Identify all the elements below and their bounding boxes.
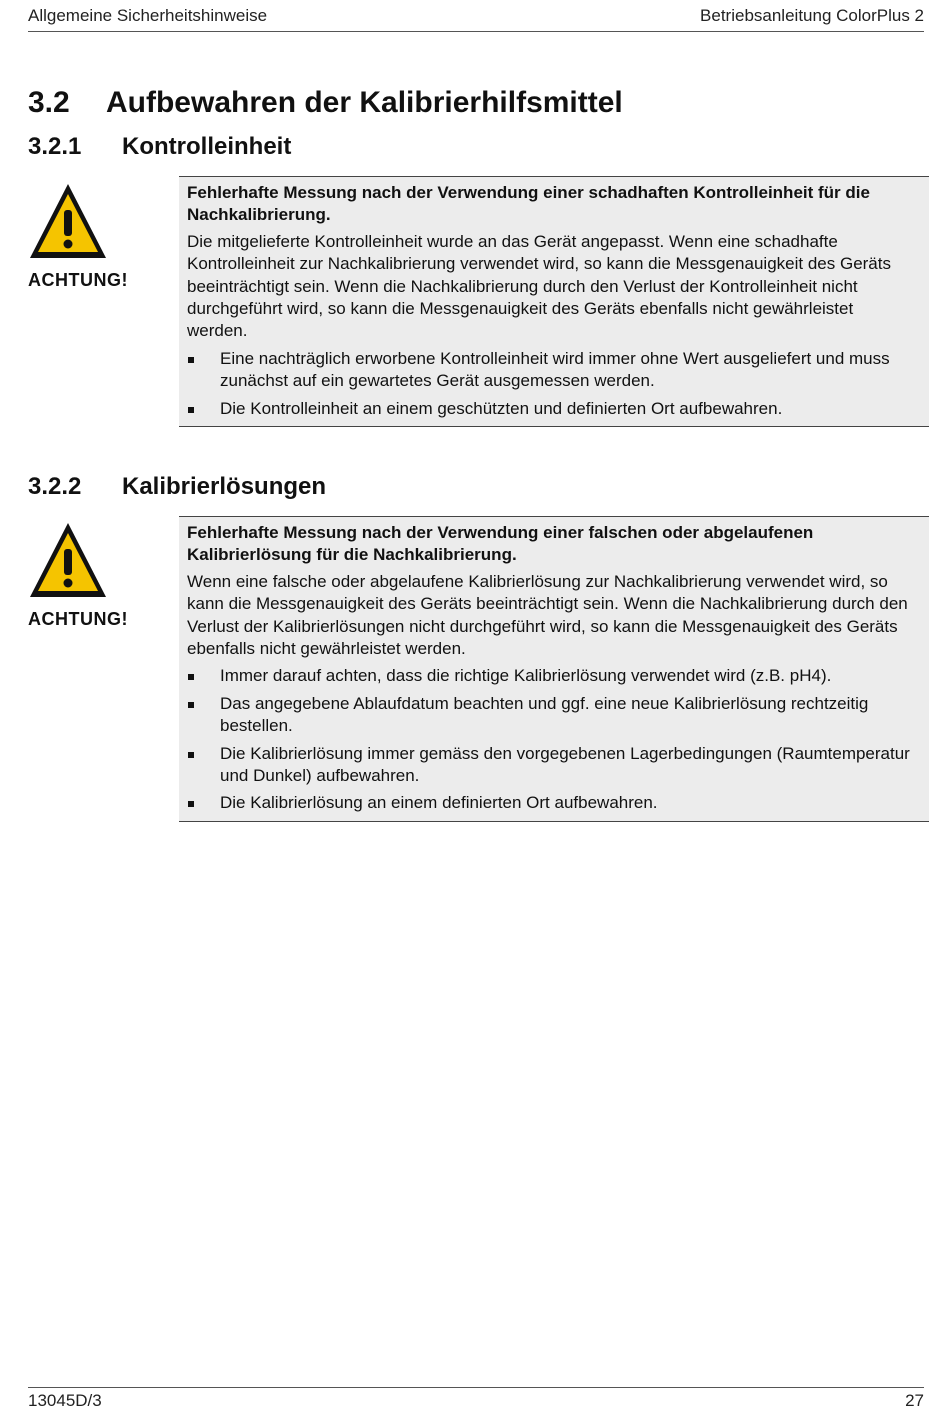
warning-triangle-icon <box>28 520 108 600</box>
section-heading <box>28 86 623 120</box>
header-document-title: Betriebsanleitung ColorPlus 2 <box>700 6 924 25</box>
bullet-icon <box>188 801 194 807</box>
list-item-text: Die Kalibrierlösung immer gemäss den vorgegebenen Lagerbedingungen (Raumtemperatur und Dunkel) aufbewahren. <box>220 743 910 786</box>
list-item-text: Immer darauf achten, dass die richtige Kalibrierlösung verwendet wird (z.B. pH4). <box>220 666 832 686</box>
list-item <box>187 693 915 738</box>
warning-label: ACHTUNG! <box>28 270 128 290</box>
bullet-icon <box>188 674 194 680</box>
footer-document-id: 13045D/3 <box>28 1391 102 1410</box>
warning-list <box>187 348 915 420</box>
subsection-number: 3.2.2 <box>28 473 82 500</box>
subsection-number: 3.2.1 <box>28 133 82 160</box>
bullet-icon <box>188 407 194 413</box>
page-header <box>28 6 924 32</box>
bullet-icon <box>188 752 194 758</box>
warning-list <box>187 665 915 814</box>
warning-title: Fehlerhafte Messung nach der Verwendung einer schadhaften Kontrolleinheit für die Nachkalibrierung. <box>187 183 870 225</box>
list-item-text: Eine nachträglich erworbene Kontrolleinheit wird immer ohne Wert ausgeliefert und muss zunächst auf ein gewartetes Gerät ausgemessen werden. <box>220 348 890 391</box>
subsection-heading-kalibrierloesungen <box>28 473 326 501</box>
warning-box-kontrolleinheit <box>179 176 929 427</box>
list-item <box>187 398 915 420</box>
section-title: Aufbewahren der Kalibrierhilfsmittel <box>106 86 623 119</box>
bullet-icon <box>188 357 194 363</box>
subsection-title: Kontrolleinheit <box>122 133 292 160</box>
section-number: 3.2 <box>28 86 70 119</box>
warning-triangle-icon <box>28 181 108 261</box>
page-footer <box>28 1387 924 1411</box>
header-chapter: Allgemeine Sicherheitshinweise <box>28 6 268 25</box>
list-item <box>187 792 915 814</box>
list-item <box>187 348 915 393</box>
warning-body: Wenn eine falsche oder abgelaufene Kalibrierlösung zur Nachkalibrierung verwendet wird, so kann die Messgenauigkeit des Geräts beeinträchtigt sein. Wenn die Nachkalibrierung durch den Verlust der Kalibrierlösungen nicht durchgeführt wird, so kann die Messgenauigkeit des Geräts ebenfalls nicht gewährleistet werden. <box>187 571 908 659</box>
subsection-title: Kalibrierlösungen <box>122 473 327 500</box>
list-item-text: Die Kontrolleinheit an einem geschützten und definierten Ort aufbewahren. <box>220 398 783 418</box>
warning-label: ACHTUNG! <box>28 609 128 629</box>
warning-box-kalibrierloesungen <box>179 516 929 822</box>
list-item-text: Das angegebene Ablaufdatum beachten und ggf. eine neue Kalibrierlösung rechtzeitig bestellen. <box>220 693 869 736</box>
footer-page-number: 27 <box>905 1391 924 1410</box>
subsection-heading-kontrolleinheit <box>28 133 291 161</box>
warning-title: Fehlerhafte Messung nach der Verwendung einer falschen oder abgelaufenen Kalibrierlösung für die Nachkalibrierung. <box>187 523 814 565</box>
list-item <box>187 665 915 687</box>
list-item-text: Die Kalibrierlösung an einem definierten Ort aufbewahren. <box>220 793 658 813</box>
bullet-icon <box>188 702 194 708</box>
list-item <box>187 743 915 788</box>
warning-body: Die mitgelieferte Kontrolleinheit wurde an das Gerät angepasst. Wenn eine schadhafte Kontrolleinheit zur Nachkalibrierung verwendet wird, so kann die Messgenauigkeit des Geräts beeinträchtigt sein. Wenn die Nachkalibrierung durch den Verlust der Kontrolleinheit nicht durchgeführt wird, so kann die Messgenauigkeit des Geräts ebenfalls nicht gewährleistet werden. <box>187 231 891 341</box>
